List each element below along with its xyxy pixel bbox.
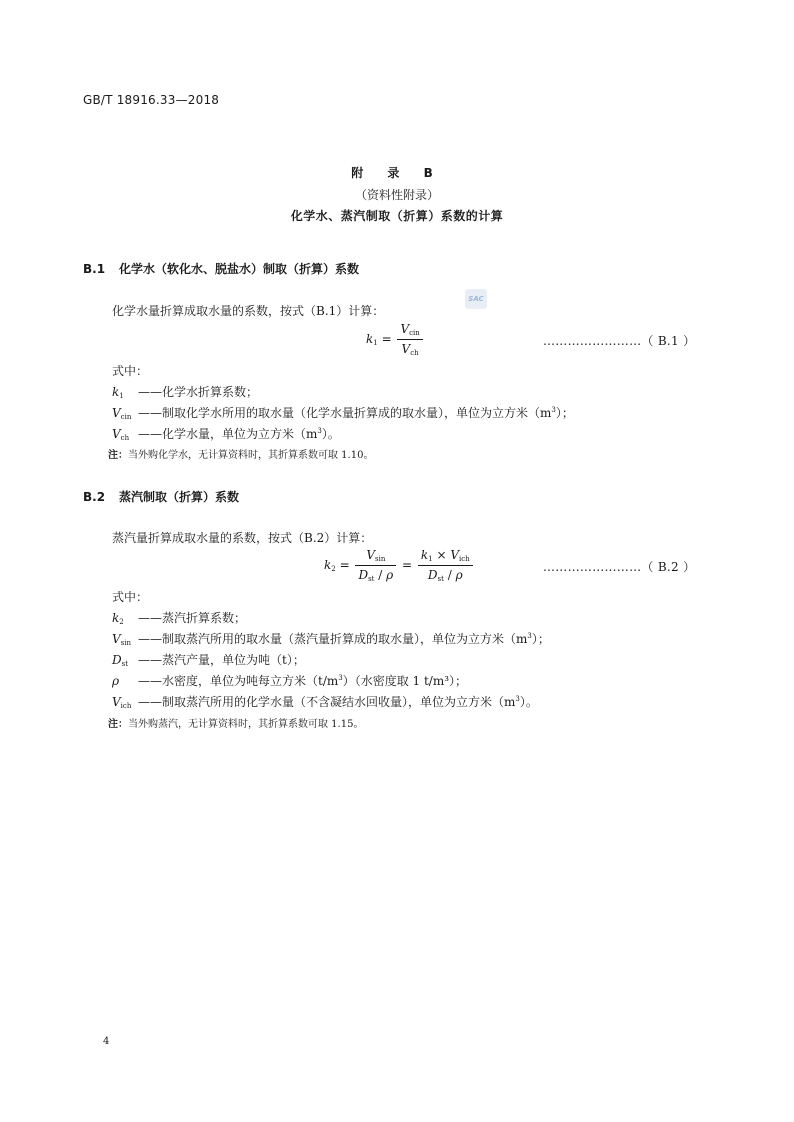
definition-row: $k_2$ ——蒸汽折算系数；: [112, 611, 247, 626]
definition-row: $V_{sin}$ ——制取蒸汽所用的取水量（蒸汽量折算成的取水量），单位为立方米$(m^3)$；: [112, 632, 550, 647]
fraction: $\frac{V_{cin}}{V_{ch}}$: [397, 322, 422, 357]
definition-row: $D_{st}$ ——蒸汽产量，单位为吨（t）；: [112, 653, 305, 668]
definition-row: ρ ——水密度，单位为吨每立方米$(t/m^3)$（水密度取 1 t/m³）；: [112, 674, 468, 688]
equation-number-b1: ……………………（ B.1 ）: [543, 334, 696, 348]
section-number: B.1: [83, 262, 106, 276]
standard-number: GB/T 18916.33—2018: [83, 93, 220, 107]
section-b1-intro: 化学水量折算成取水量的系数，按式（B.1）计算：: [112, 304, 385, 318]
definition-row: $V_{ich}$ ——制取蒸汽所用的化学水量（不含凝结水回收量），单位为立方米$(m^3)$。: [112, 695, 538, 710]
section-title: 化学水（软化水、脱盐水）制取（折算）系数: [119, 262, 360, 276]
section-b2-intro: 蒸汽量折算成取水量的系数，按式（B.2）计算：: [112, 531, 373, 545]
note-b2: 注：当外购蒸汽，无计算资料时，其折算系数可取 1.15。: [108, 719, 364, 730]
sac-watermark: SAC: [465, 289, 487, 309]
section-b2-heading: [83, 488, 239, 505]
definition-row: $V_{ch}$ ——化学水量，单位为立方米$(m^3)$。: [112, 427, 340, 442]
note-b1: 注：当外购化学水，无计算资料时，其折算系数可取 1.10。: [108, 450, 374, 461]
formula-b2: $k_2$ = $\frac{V_{sin}}{D_{st} / \rho}$ = $\frac{k_1 \times V_{ich}}{D_{st} / \rho}$: [324, 548, 475, 583]
definition-row: $V_{cin}$ ——制取化学水所用的取水量（化学水量折算成的取水量），单位为立方米$(m^3)$；: [112, 406, 574, 421]
equation-number-b2: ……………………（ B.2 ）: [543, 560, 696, 574]
where-label: 式中：: [112, 590, 149, 604]
definition-row: $k_1$ ——化学水折算系数；: [112, 385, 259, 400]
section-title: 蒸汽制取（折算）系数: [119, 490, 240, 504]
fraction: $\frac{k_1 \times V_{ich}}{D_{st} / \rho}$: [418, 548, 473, 583]
where-label: 式中：: [112, 364, 149, 378]
fraction: $\frac{V_{sin}}{D_{st} / \rho}$: [355, 548, 396, 583]
appendix-title: 附 录 B: [351, 166, 443, 180]
formula-b1: $k_1$ = $\frac{V_{cin}}{V_{ch}}$: [366, 322, 425, 357]
appendix-subtitle: （资料性附录）: [354, 188, 439, 202]
section-number: B.2: [83, 490, 106, 504]
page-number: 4: [103, 1036, 110, 1047]
section-b1-heading: [83, 260, 359, 277]
appendix-main-title: 化学水、蒸汽制取（折算）系数的计算: [290, 209, 504, 223]
